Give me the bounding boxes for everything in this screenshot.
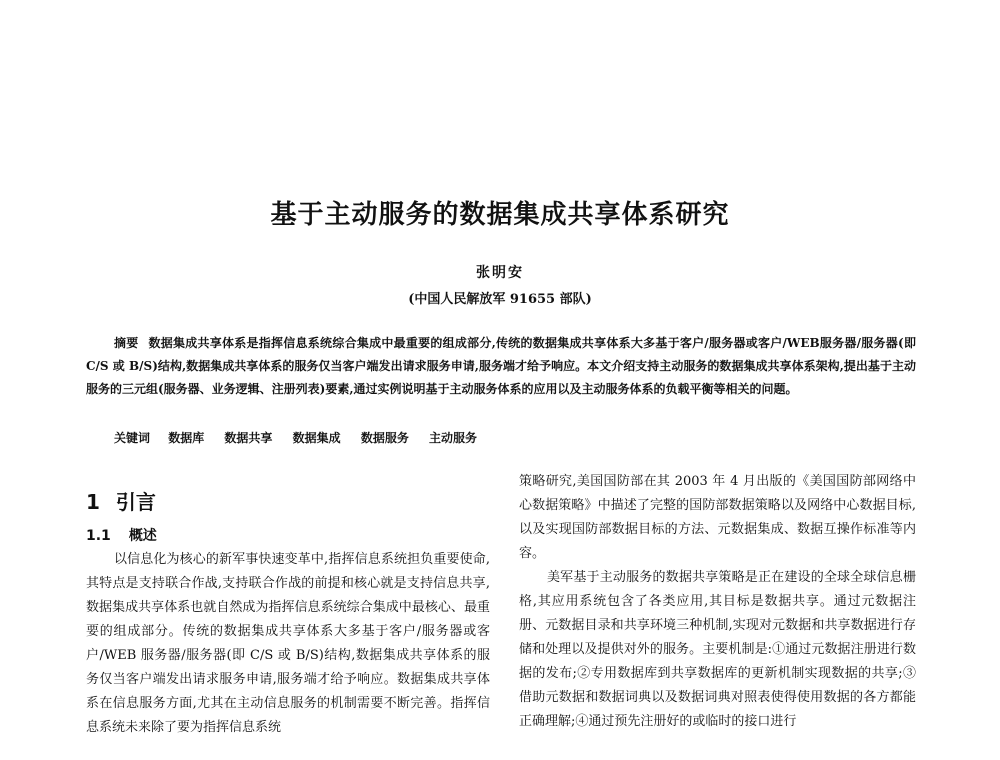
- abstract-block: [86, 332, 916, 401]
- author-name: 张明安: [476, 265, 524, 281]
- keywords-block: [114, 428, 914, 448]
- body-paragraph: 策略研究,美国国防部在其 2003 年 4 月出版的《美国国防部网络中心数据策略》中描述了完整的国防部数据策略以及网络中心数据目标,以及实现国防部数据目标的方法、元数据集成、数据互操作标准等内容。: [519, 474, 916, 561]
- keyword-item: 数据共享: [224, 431, 273, 445]
- body-paragraph: 美军基于主动服务的数据共享策略是正在建设的全球全球信息栅格,其应用系统包含了各类应用,其目标是数据共享。通过元数据注册、元数据目录和共享环境三种机制,实现对元数据和共享数据进行存储和处理以及提供对外的服务。主要机制是:①通过元数据注册进行数据的发布;②专用数据库到共享数据库的更新机制实现数据的共享;③借助元数据和数据词典以及数据词典对照表使得使用数据的各方都能正确理解;④通过预先注册好的或临时的接口进行: [519, 570, 916, 729]
- keyword-item: 数据服务: [360, 431, 409, 445]
- right-column: [519, 470, 916, 734]
- section-number: 1: [86, 490, 100, 514]
- section-heading: [86, 484, 490, 520]
- subsection-heading: [86, 524, 490, 548]
- keyword-item: 数据库: [168, 431, 205, 445]
- subsection-title: 概述: [128, 528, 157, 544]
- keyword-item: 数据集成: [292, 431, 341, 445]
- section-title: 引言: [115, 490, 156, 514]
- keyword-item: 主动服务: [429, 431, 478, 445]
- body-paragraph: 以信息化为核心的新军事快速变革中,指挥信息系统担负重要使命,其特点是支持联合作战,支持联合作战的前提和核心就是支持信息共享,数据集成共享体系也就自然成为指挥信息系统综合集成中最核心、最重要的组成部分。传统的数据集成共享体系大多基于客户/服务器或客户/WEB 服务器/服务器(即 C/S 或 B/S)结构,数据集成共享体系的服务仅当客户端发出请求服务申请,服务端才给予响应。数据集成共享体系在信息服务方面,尤其在主动信息服务的机制需要不断完善。指挥信息系统未来除了要为指挥信息系统: [86, 552, 490, 735]
- left-column: [86, 484, 490, 740]
- author-affiliation: (中国人民解放军 91655 部队): [408, 292, 592, 307]
- subsection-number: 1.1: [86, 528, 111, 544]
- abstract-label: 摘要: [114, 336, 139, 350]
- abstract-text: 数据集成共享体系是指挥信息系统综合集成中最重要的组成部分,传统的数据集成共享体系大多基于客户/服务器或客户/WEB服务器/服务器(即 C/S 或 B/S)结构,数据集成共享体系的服务仅当客户端发出请求服务申请,服务端才给予响应。本文介绍支持主动服务的数据集成共享体系架构,提出基于主动服务的三元组(服务器、业务逻辑、注册列表)要素,通过实例说明基于主动服务体系的应用以及主动服务体系的负载平衡等相关的问题。: [86, 336, 916, 396]
- paper-title: 基于主动服务的数据集成共享体系研究: [270, 200, 730, 230]
- keywords-label: 关键词: [114, 431, 151, 445]
